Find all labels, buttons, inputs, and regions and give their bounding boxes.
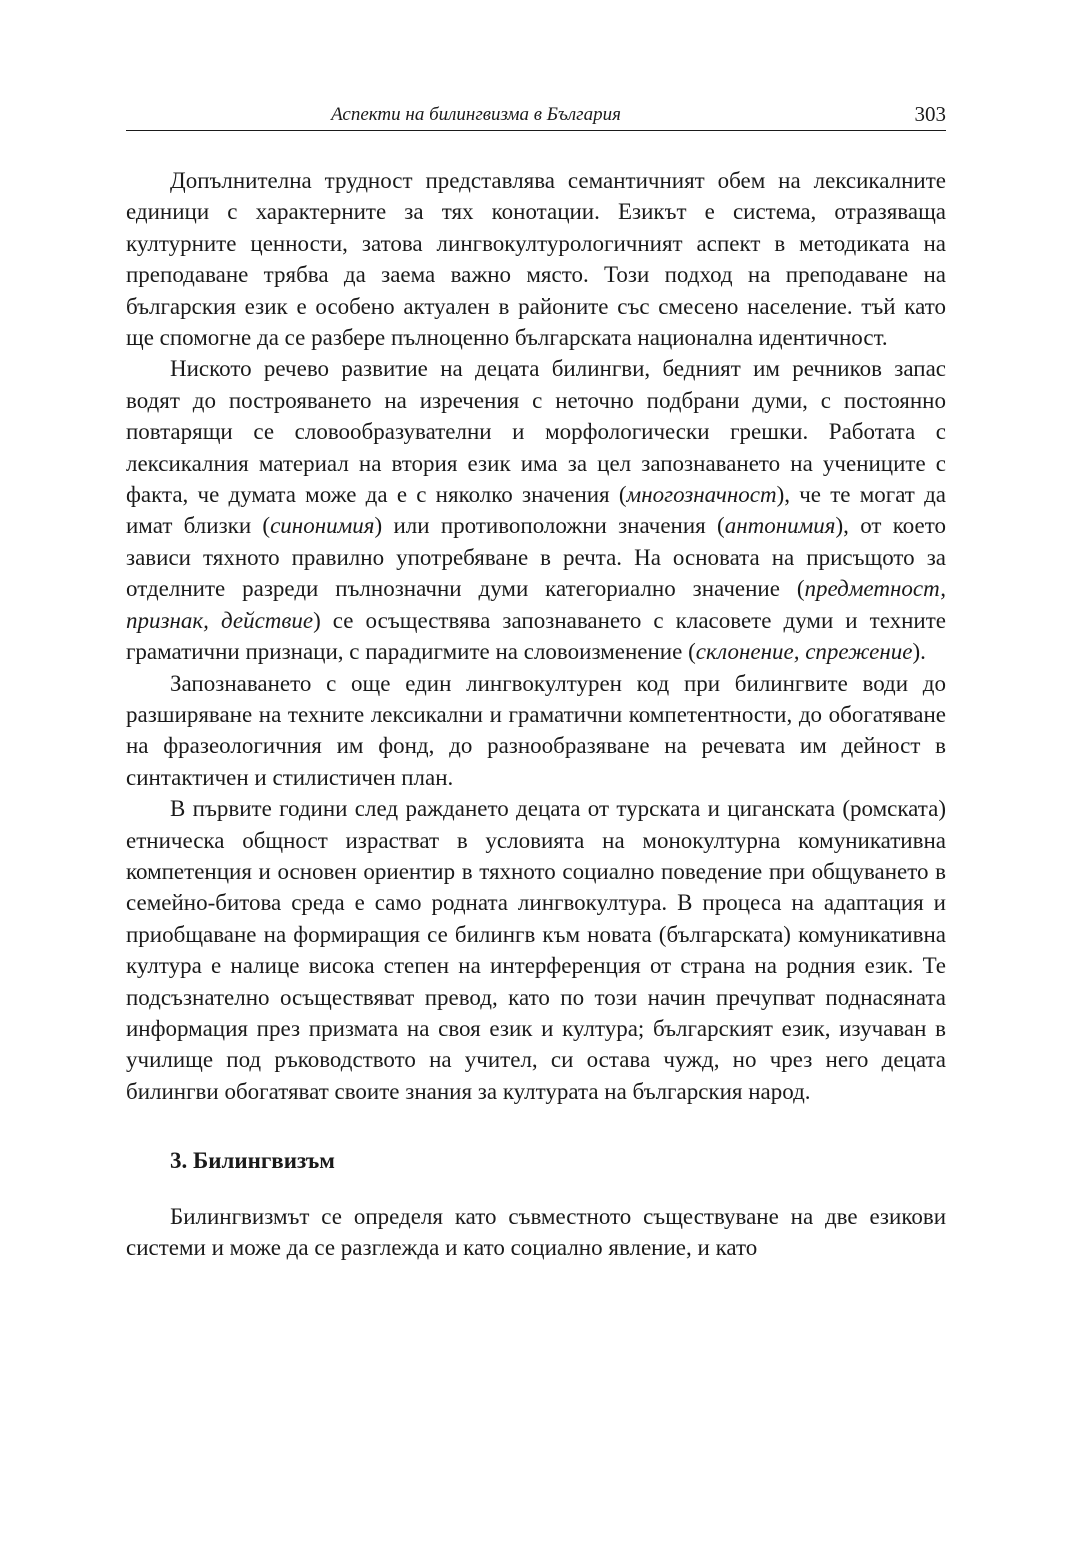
text-run: Запознаването с още един лингвокултурен код при билингвите води до разширяване на техните лексикални и граматични компетентности, до обогатяване на фразеологичния им фонд, до разнообразяване на речевата им дейност в синтактичен и стилистичен план. xyxy=(126,670,946,790)
text-run: ), от което зависи тяхното правилно употребяване в речта. На основата на присъщото за отделните разреди пълнозначни думи категориално значение ( xyxy=(126,513,946,602)
italic-term: предметност, признак, действие xyxy=(126,576,946,633)
section-heading: 3. Билингвизъм xyxy=(170,1148,335,1174)
page-number: 303 xyxy=(914,102,946,126)
italic-term: антонимия xyxy=(724,513,836,539)
paragraph xyxy=(126,1201,946,1264)
text-run: ), че те могат да имат близки ( xyxy=(126,482,946,539)
text-run: ) или противоположни значения ( xyxy=(374,513,725,539)
italic-term: склонение, спрежение xyxy=(695,639,913,665)
italic-term: синонимия xyxy=(270,513,375,539)
running-title: Аспекти на билингвизма в България xyxy=(331,104,621,125)
italic-term: многозначност xyxy=(626,482,777,508)
paragraph xyxy=(126,668,946,794)
paragraph xyxy=(126,165,946,353)
paragraph xyxy=(126,353,946,667)
text-run: Ниското речево развитие на децата билингви, бедният им речников запас водят до построяването на изречения с неточно подбрани думи, с постоянно повтарящи се словообразувателни и морфологически грешки. Работата с лексикалния материал на втория език има за цел запознаването на учениците с факта, че думата може да е с няколко значения ( xyxy=(126,356,946,508)
text-run: ). xyxy=(912,639,926,665)
body-text xyxy=(126,165,946,1263)
text-run: Билингвизмът се определя като съвместното съществуване на две езикови системи и може да се разглежда и като социално явление, и като xyxy=(126,1203,946,1260)
text-run: ) се осъществява запознаването с класовете думи и техните граматични признаци, с парадигмите на словоизменение ( xyxy=(126,607,947,665)
paragraph xyxy=(126,793,946,1107)
text-run: В първите години след раждането децата от турската и циганската (ромската) етническа общност израстват в условията на монокултурна комуникативна компетенция и основен ориентир в тяхното социално поведение при общуването в семейно-битова среда е само родната лингвокултура. В процеса на адаптация и приобщаване на формиращия се билингв към новата (българската) комуникативна култура е налице висока степен на интерференция от страна на родния език. Те подсъзнателно осъществяват превод, като по този начин пречупват поднасяната информация през призмата на своя език и култура; българският език, изучаван в училище под ръководството на учител, си остава чужд, но чрез него децата билингви обогатяват своите знания за културата на българския народ. xyxy=(126,796,946,1104)
running-header xyxy=(126,102,946,131)
text-run: Допълнителна трудност представлява семантичният обем на лексикалните единици с характерните за тях конотации. Езикът е система, отразяваща културните ценности, затова лингвокултурологичният аспект в методиката на преподаване трябва да заема важно място. Този подход на преподаване на българския език е особено актуален в районите със смесено население. тъй като ще спомогне да се разбере пълноценно българската национална идентичност. xyxy=(126,168,946,351)
